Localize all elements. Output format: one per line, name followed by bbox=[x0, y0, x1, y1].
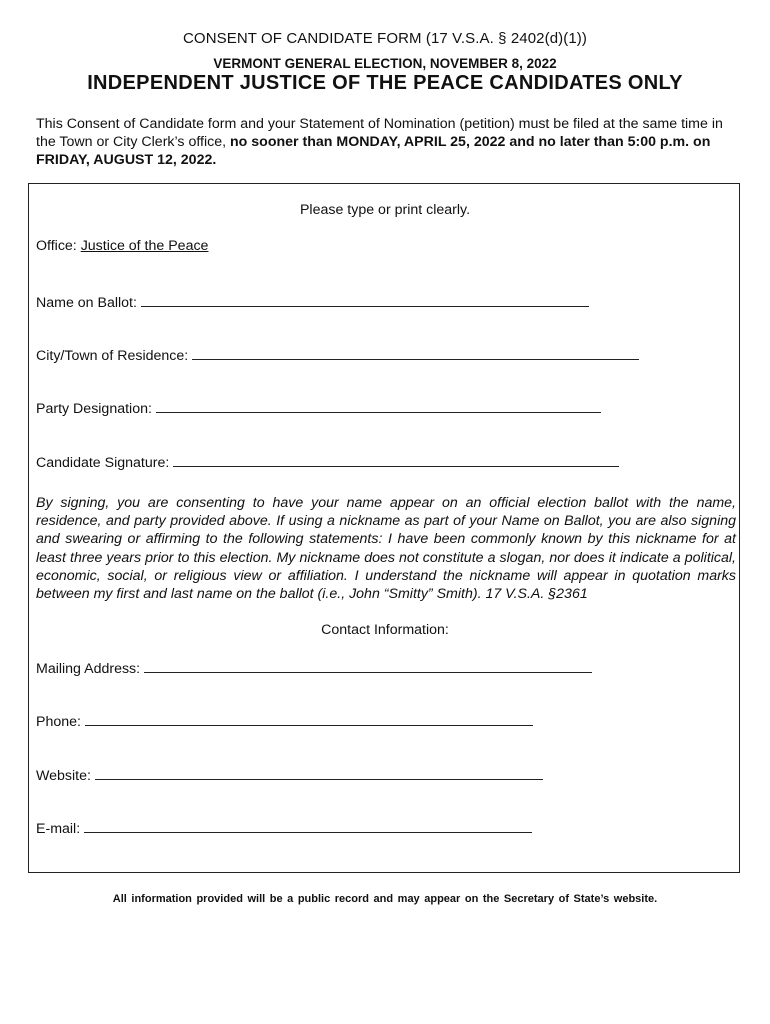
phone-row bbox=[36, 711, 533, 730]
name-on-ballot-field[interactable] bbox=[141, 292, 589, 307]
residence-field[interactable] bbox=[192, 345, 639, 360]
main-heading: INDEPENDENT JUSTICE OF THE PEACE CANDIDATES ONLY bbox=[87, 72, 683, 94]
name-on-ballot-label: Name on Ballot: bbox=[36, 295, 137, 311]
mailing-row bbox=[36, 658, 592, 677]
intro-deadline: no sooner than MONDAY, APRIL 25, 2022 and no later than 5:00 p.m. on FRIDAY, AUGUST 12, 2022. bbox=[36, 134, 711, 168]
phone-label: Phone: bbox=[36, 714, 81, 730]
office-value: Justice of the Peace bbox=[80, 238, 209, 254]
contact-heading: Contact Information: bbox=[321, 622, 449, 638]
instruction-text: Please type or print clearly. bbox=[299, 202, 471, 218]
website-row bbox=[36, 765, 543, 784]
mailing-label: Mailing Address: bbox=[36, 661, 141, 677]
website-label: Website: bbox=[36, 768, 91, 784]
mailing-field[interactable] bbox=[144, 658, 592, 673]
office-row bbox=[36, 238, 208, 254]
email-row bbox=[36, 818, 532, 837]
party-row bbox=[36, 398, 601, 417]
form-title: CONSENT OF CANDIDATE FORM (17 V.S.A. § 2402(d)(1)) bbox=[183, 30, 587, 47]
party-label: Party Designation: bbox=[36, 401, 152, 417]
email-field[interactable] bbox=[84, 818, 532, 833]
intro-paragraph bbox=[36, 115, 736, 169]
party-field[interactable] bbox=[156, 398, 601, 413]
email-label: E-mail: bbox=[36, 821, 81, 837]
election-line: VERMONT GENERAL ELECTION, NOVEMBER 8, 2022 bbox=[213, 56, 557, 71]
office-label: Office: bbox=[36, 238, 81, 254]
residence-row bbox=[36, 345, 639, 364]
signature-row bbox=[36, 452, 619, 471]
signature-field[interactable] bbox=[173, 452, 619, 467]
consent-statement: By signing, you are consenting to have your name appear on an official election ballot with the name, residence, and party provided above. If using a nickname as part of your Name on Ballot, you are also signing and swearing or affirming to the following statements: I have been commonly known by this nickname for at least three years prior to this election. My nickname does not constitute a slogan, nor does it indicate a political, economic, social, or religious view or affiliation. I understand the nickname will appear in quotation marks between my first and last name on the ballot (i.e., John “Smitty” Smith). 17 V.S.A. §2361 bbox=[36, 495, 736, 603]
name-on-ballot-row bbox=[36, 292, 589, 311]
residence-label: City/Town of Residence: bbox=[36, 348, 189, 364]
website-field[interactable] bbox=[95, 765, 543, 780]
phone-field[interactable] bbox=[85, 711, 533, 726]
signature-label: Candidate Signature: bbox=[36, 455, 170, 471]
footer-note: All information provided will be a public record and may appear on the Secretary of State’s website. bbox=[112, 893, 658, 905]
intro-text: This Consent of Candidate form and your Statement of Nomination (petition) must be filed at the same time in the Town or City Clerk’s office, bbox=[36, 116, 723, 150]
